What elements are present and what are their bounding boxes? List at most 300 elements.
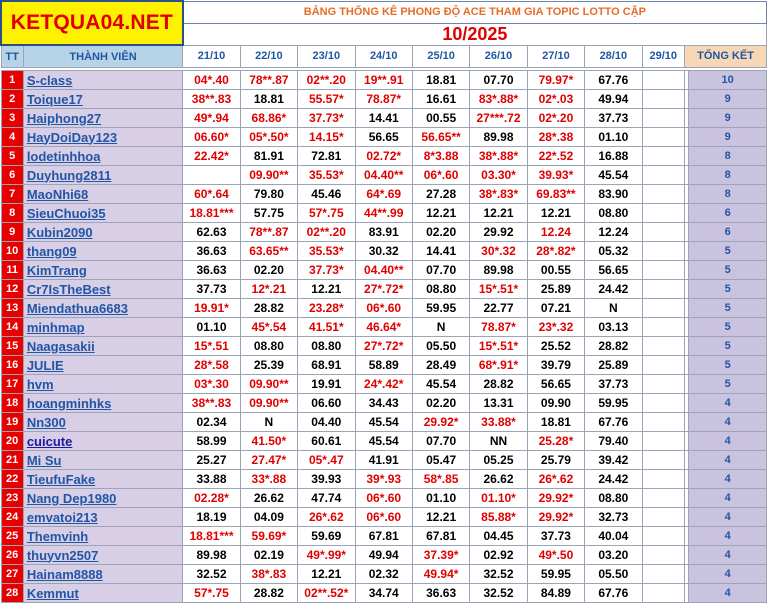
result-cell: 67.76 [585, 71, 642, 90]
member-name-link[interactable]: Duyhung2811 [23, 166, 182, 185]
row-index: 20 [1, 432, 23, 451]
result-cell: 59.95 [585, 394, 642, 413]
result-cell: 26*.62 [298, 508, 355, 527]
result-cell: 12.24 [527, 223, 584, 242]
total-cell: 4 [689, 584, 767, 603]
row-index: 7 [1, 185, 23, 204]
table-row [1, 527, 767, 546]
row-index: 6 [1, 166, 23, 185]
result-cell: 58*.85 [412, 470, 469, 489]
result-cell [642, 90, 685, 109]
result-cell: 45*.54 [240, 318, 297, 337]
result-cell: 04.40 [298, 413, 355, 432]
result-cell: 19**.91 [355, 71, 412, 90]
row-index: 11 [1, 261, 23, 280]
result-cell: 69.83** [527, 185, 584, 204]
result-cell: 41.51* [298, 318, 355, 337]
row-index: 13 [1, 299, 23, 318]
result-cell: 89.98 [470, 261, 527, 280]
row-index: 4 [1, 128, 23, 147]
result-cell: 32.73 [585, 508, 642, 527]
result-cell: 59.95 [527, 565, 584, 584]
result-cell: 78**.87 [240, 223, 297, 242]
result-cell: 12.21 [412, 204, 469, 223]
table-row [1, 147, 767, 166]
result-cell: 56.65 [585, 261, 642, 280]
result-cell: 57*.75 [298, 204, 355, 223]
result-cell: 25.27 [183, 451, 240, 470]
result-cell: 03.13 [585, 318, 642, 337]
result-cell: 27*.72* [355, 280, 412, 299]
result-cell: 37.73 [585, 109, 642, 128]
total-cell: 4 [689, 546, 767, 565]
result-cell: 41.50* [240, 432, 297, 451]
result-cell: 79.40 [585, 432, 642, 451]
result-cell: 38*.83 [240, 565, 297, 584]
member-name-link[interactable]: hoangminhks [23, 394, 182, 413]
result-cell: 22*.52 [527, 147, 584, 166]
result-cell [642, 375, 685, 394]
result-cell: 79.97* [527, 71, 584, 90]
result-cell: 12.21 [298, 565, 355, 584]
row-index: 18 [1, 394, 23, 413]
table-row [1, 204, 767, 223]
result-cell: 04.40** [355, 261, 412, 280]
table-row [1, 546, 767, 565]
member-rows [1, 71, 767, 603]
result-cell: 18.81*** [183, 527, 240, 546]
table-row [1, 508, 767, 527]
result-cell: 67.81 [412, 527, 469, 546]
total-cell: 6 [689, 204, 767, 223]
result-cell: 59.69 [298, 527, 355, 546]
result-cell: 49.94 [585, 90, 642, 109]
table-row [1, 128, 767, 147]
result-cell: 01.10 [183, 318, 240, 337]
result-cell: 19.91* [183, 299, 240, 318]
site-logo[interactable] [1, 1, 183, 45]
row-index: 25 [1, 527, 23, 546]
result-cell: 03*.30 [183, 375, 240, 394]
member-name-link[interactable]: thuyvn2507 [23, 546, 182, 565]
result-cell: 01.10* [470, 489, 527, 508]
result-cell [642, 109, 685, 128]
result-cell: 04*.40 [183, 71, 240, 90]
total-cell: 9 [689, 128, 767, 147]
member-name-link[interactable]: JULIE [23, 356, 182, 375]
result-cell [642, 147, 685, 166]
result-cell: 89.98 [183, 546, 240, 565]
result-cell: 32.52 [183, 565, 240, 584]
result-cell: 58.89 [355, 356, 412, 375]
total-cell: 8 [689, 147, 767, 166]
result-cell [642, 413, 685, 432]
result-cell: 60.61 [298, 432, 355, 451]
result-cell: 08.80 [585, 489, 642, 508]
row-index: 24 [1, 508, 23, 527]
result-cell: 30.32 [355, 242, 412, 261]
row-index: 15 [1, 337, 23, 356]
table-row [1, 413, 767, 432]
member-name-link[interactable]: TieufuFake [23, 470, 182, 489]
result-cell: 07.70 [412, 432, 469, 451]
result-cell: 02.19 [240, 546, 297, 565]
result-cell: 59.95 [412, 299, 469, 318]
result-cell: 38**.83 [183, 90, 240, 109]
member-name-link[interactable]: S-class [23, 71, 182, 90]
member-name-link[interactable]: minhmap [23, 318, 182, 337]
col-header-date: 23/10 [298, 45, 355, 68]
total-cell: 8 [689, 166, 767, 185]
result-cell: 45.54 [355, 413, 412, 432]
result-cell: 28*.82* [527, 242, 584, 261]
result-cell: 24.42 [585, 280, 642, 299]
result-cell: 39.79 [527, 356, 584, 375]
total-cell: 10 [689, 71, 767, 90]
table-row [1, 356, 767, 375]
result-cell: 06*.60 [355, 489, 412, 508]
result-cell [642, 71, 685, 90]
result-cell: 59.69* [240, 527, 297, 546]
result-cell: 33*.88 [240, 470, 297, 489]
result-cell: 49.94 [355, 546, 412, 565]
result-cell: 12.21 [527, 204, 584, 223]
col-header-date: 24/10 [355, 45, 412, 68]
result-cell: 23.28* [298, 299, 355, 318]
result-cell: 16.88 [585, 147, 642, 166]
result-cell: 56.65** [412, 128, 469, 147]
result-cell [642, 356, 685, 375]
result-cell: 46.64* [355, 318, 412, 337]
row-index: 23 [1, 489, 23, 508]
member-name-link[interactable]: Haiphong27 [23, 109, 182, 128]
result-cell: 12.21 [470, 204, 527, 223]
result-cell: 19.91 [298, 375, 355, 394]
result-cell: 04.45 [470, 527, 527, 546]
result-cell: 02.20 [240, 261, 297, 280]
row-index: 1 [1, 71, 23, 90]
result-cell: 67.76 [585, 413, 642, 432]
member-name-link[interactable]: Kemmut [23, 584, 182, 603]
result-cell: 22.42* [183, 147, 240, 166]
result-cell: 14.41 [355, 109, 412, 128]
member-name-link[interactable]: Toique17 [23, 90, 182, 109]
result-cell: 06*.60 [412, 166, 469, 185]
row-index: 12 [1, 280, 23, 299]
total-cell: 5 [689, 242, 767, 261]
result-cell [642, 204, 685, 223]
result-cell: 55.57* [298, 90, 355, 109]
table-row [1, 109, 767, 128]
member-name-link[interactable]: Miendathua6683 [23, 299, 182, 318]
result-cell: 39.93* [527, 166, 584, 185]
result-cell: 45.54 [355, 432, 412, 451]
row-index: 26 [1, 546, 23, 565]
total-cell: 8 [689, 185, 767, 204]
row-index: 5 [1, 147, 23, 166]
result-cell: 49*.50 [527, 546, 584, 565]
result-cell: 13.31 [470, 394, 527, 413]
result-cell: 15*.51* [470, 280, 527, 299]
result-cell: 33.88 [183, 470, 240, 489]
table-row [1, 451, 767, 470]
result-cell: 22.77 [470, 299, 527, 318]
result-cell: 45.46 [298, 185, 355, 204]
result-cell: 47.74 [298, 489, 355, 508]
result-cell: 40.04 [585, 527, 642, 546]
result-cell: 38*.83* [470, 185, 527, 204]
result-cell: 57*.75 [183, 584, 240, 603]
result-cell [642, 584, 685, 603]
row-index: 2 [1, 90, 23, 109]
result-cell: 49.94* [412, 565, 469, 584]
result-cell: 05.50 [585, 565, 642, 584]
result-cell: 28.49 [412, 356, 469, 375]
total-cell: 5 [689, 337, 767, 356]
result-cell: 05.50 [412, 337, 469, 356]
member-name-link[interactable]: Naagasakii [23, 337, 182, 356]
table-row [1, 223, 767, 242]
result-cell: 29.92* [527, 508, 584, 527]
result-cell: 06.60* [183, 128, 240, 147]
result-cell: 28.82 [585, 337, 642, 356]
result-cell: 08.80 [240, 337, 297, 356]
col-header-date: 21/10 [183, 45, 240, 68]
member-name-link[interactable]: Nang Dep1980 [23, 489, 182, 508]
result-cell: 05.47 [412, 451, 469, 470]
total-cell: 4 [689, 394, 767, 413]
result-cell: 37.73* [298, 261, 355, 280]
result-cell: 28.82 [240, 299, 297, 318]
result-cell [642, 280, 685, 299]
result-cell: 32.52 [470, 584, 527, 603]
member-name-link[interactable]: KimTrang [23, 261, 182, 280]
result-cell [642, 470, 685, 489]
result-cell: 29.92* [527, 489, 584, 508]
table-row [1, 565, 767, 584]
result-cell [642, 185, 685, 204]
table-row [1, 489, 767, 508]
result-cell: 37.73 [585, 375, 642, 394]
result-cell: 02**.52* [298, 584, 355, 603]
col-header-total: TỔNG KẾT [685, 45, 767, 68]
result-cell: 33.88* [470, 413, 527, 432]
result-cell: 03.30* [470, 166, 527, 185]
result-cell: 38*.88* [470, 147, 527, 166]
result-cell: N [412, 318, 469, 337]
result-cell: 56.65 [527, 375, 584, 394]
result-cell: 68.91 [298, 356, 355, 375]
result-cell: 18.81 [240, 90, 297, 109]
result-cell: 63.65** [240, 242, 297, 261]
result-cell: 27*.72* [355, 337, 412, 356]
member-name-link[interactable]: lodetinhhoa [23, 147, 182, 166]
result-cell [183, 166, 240, 185]
result-cell: 58.99 [183, 432, 240, 451]
result-cell: 57.75 [240, 204, 297, 223]
result-cell: 05*.50* [240, 128, 297, 147]
result-cell: 02.92 [470, 546, 527, 565]
total-cell: 4 [689, 432, 767, 451]
month-title: 10/2025 [183, 23, 767, 45]
member-name-link[interactable]: cuicute [23, 432, 182, 451]
result-cell: 06*.60 [355, 299, 412, 318]
result-cell: 09.90 [527, 394, 584, 413]
result-cell: 35.53* [298, 242, 355, 261]
total-cell: 4 [689, 470, 767, 489]
result-cell: 78.87* [355, 90, 412, 109]
total-cell: 4 [689, 527, 767, 546]
result-cell: 25.52 [527, 337, 584, 356]
result-cell: 39*.93 [355, 470, 412, 489]
result-cell: 38**.83 [183, 394, 240, 413]
result-cell: 85.88* [470, 508, 527, 527]
member-name-link[interactable]: MaoNhi68 [23, 185, 182, 204]
table-row [1, 185, 767, 204]
result-cell: 07.70 [412, 261, 469, 280]
total-cell: 4 [689, 508, 767, 527]
table-row [1, 375, 767, 394]
result-cell [642, 223, 685, 242]
result-cell: 89.98 [470, 128, 527, 147]
result-cell: 15*.51* [470, 337, 527, 356]
result-cell: 49*.94 [183, 109, 240, 128]
result-cell: 09.90** [240, 394, 297, 413]
result-cell: 14.15* [298, 128, 355, 147]
member-name-link[interactable]: Mi Su [23, 451, 182, 470]
col-header-date: 26/10 [470, 45, 527, 68]
row-index: 14 [1, 318, 23, 337]
result-cell: 00.55 [527, 261, 584, 280]
row-index: 10 [1, 242, 23, 261]
row-index: 17 [1, 375, 23, 394]
result-cell: 06.60 [298, 394, 355, 413]
result-cell: 39.93 [298, 470, 355, 489]
result-cell [642, 242, 685, 261]
result-cell: 03.20 [585, 546, 642, 565]
result-cell: 12*.21 [240, 280, 297, 299]
result-cell: 02.72* [355, 147, 412, 166]
result-cell: 8*3.88 [412, 147, 469, 166]
result-cell: 00.55 [412, 109, 469, 128]
result-cell: 08.80 [585, 204, 642, 223]
result-cell: 36.63 [183, 261, 240, 280]
result-cell: 28.82 [240, 584, 297, 603]
result-cell: 05.25 [470, 451, 527, 470]
result-cell [642, 128, 685, 147]
result-cell [642, 318, 685, 337]
result-cell: 09.90** [240, 375, 297, 394]
result-cell: 05*.47 [298, 451, 355, 470]
result-cell [642, 394, 685, 413]
member-name-link[interactable]: thang09 [23, 242, 182, 261]
member-name-link[interactable]: Cr7IsTheBest [23, 280, 182, 299]
result-cell: 37.73* [298, 109, 355, 128]
member-name-link[interactable]: Hainam8888 [23, 565, 182, 584]
result-cell: N [585, 299, 642, 318]
table-row [1, 242, 767, 261]
member-name-link[interactable]: HayDoiDay123 [23, 128, 182, 147]
result-cell [642, 508, 685, 527]
result-cell: 02.28* [183, 489, 240, 508]
result-cell: 02**.20 [298, 71, 355, 90]
result-cell: 60*.64 [183, 185, 240, 204]
row-index: 28 [1, 584, 23, 603]
result-cell: 78.87* [470, 318, 527, 337]
result-cell: 39.42 [585, 451, 642, 470]
result-cell: 18.81 [412, 71, 469, 90]
result-cell: 56.65 [355, 128, 412, 147]
result-cell: 78**.87 [240, 71, 297, 90]
result-cell: 15*.51 [183, 337, 240, 356]
result-cell [642, 546, 685, 565]
result-cell: 45.54 [412, 375, 469, 394]
result-cell: 29.92 [470, 223, 527, 242]
result-cell: 34.43 [355, 394, 412, 413]
result-cell: 49*.99* [298, 546, 355, 565]
total-cell: 5 [689, 375, 767, 394]
result-cell: 28*.38 [527, 128, 584, 147]
member-name-link[interactable]: hvm [23, 375, 182, 394]
result-cell: 45.54 [585, 166, 642, 185]
result-cell: 25.79 [527, 451, 584, 470]
result-cell: 37.73 [527, 527, 584, 546]
row-index: 22 [1, 470, 23, 489]
result-cell [642, 527, 685, 546]
row-index: 16 [1, 356, 23, 375]
member-name-link[interactable]: Nn300 [23, 413, 182, 432]
total-cell: 5 [689, 280, 767, 299]
total-cell: 5 [689, 261, 767, 280]
result-cell: 23*.32 [527, 318, 584, 337]
result-cell: 01.10 [412, 489, 469, 508]
result-cell: 72.81 [298, 147, 355, 166]
result-cell: 18.19 [183, 508, 240, 527]
result-cell: 02.20 [412, 394, 469, 413]
result-cell: 30*.32 [470, 242, 527, 261]
table-row [1, 166, 767, 185]
result-cell: 25.89 [527, 280, 584, 299]
result-cell [642, 261, 685, 280]
member-name-link[interactable]: emvatoi213 [23, 508, 182, 527]
member-name-link[interactable]: Kubin2090 [23, 223, 182, 242]
result-cell [642, 432, 685, 451]
result-cell: 25.28* [527, 432, 584, 451]
result-cell: 02.32 [355, 565, 412, 584]
result-cell: 02.20 [412, 223, 469, 242]
table-row [1, 394, 767, 413]
result-cell: 44**.99 [355, 204, 412, 223]
member-name-link[interactable]: SieuChuoi35 [23, 204, 182, 223]
row-index: 9 [1, 223, 23, 242]
result-cell: 02*.20 [527, 109, 584, 128]
result-cell: 26.62 [240, 489, 297, 508]
total-cell: 9 [689, 90, 767, 109]
result-cell: 08.80 [298, 337, 355, 356]
result-cell: 12.21 [412, 508, 469, 527]
table-row [1, 299, 767, 318]
table-row [1, 71, 767, 90]
result-cell: 68*.91* [470, 356, 527, 375]
total-cell: 5 [689, 356, 767, 375]
result-cell: 07.70 [470, 71, 527, 90]
member-name-link[interactable]: Themvinh [23, 527, 182, 546]
col-header-tt: TT [1, 45, 23, 68]
result-cell: 83*.88* [470, 90, 527, 109]
total-cell: 4 [689, 565, 767, 584]
table-row [1, 470, 767, 489]
result-cell [642, 337, 685, 356]
